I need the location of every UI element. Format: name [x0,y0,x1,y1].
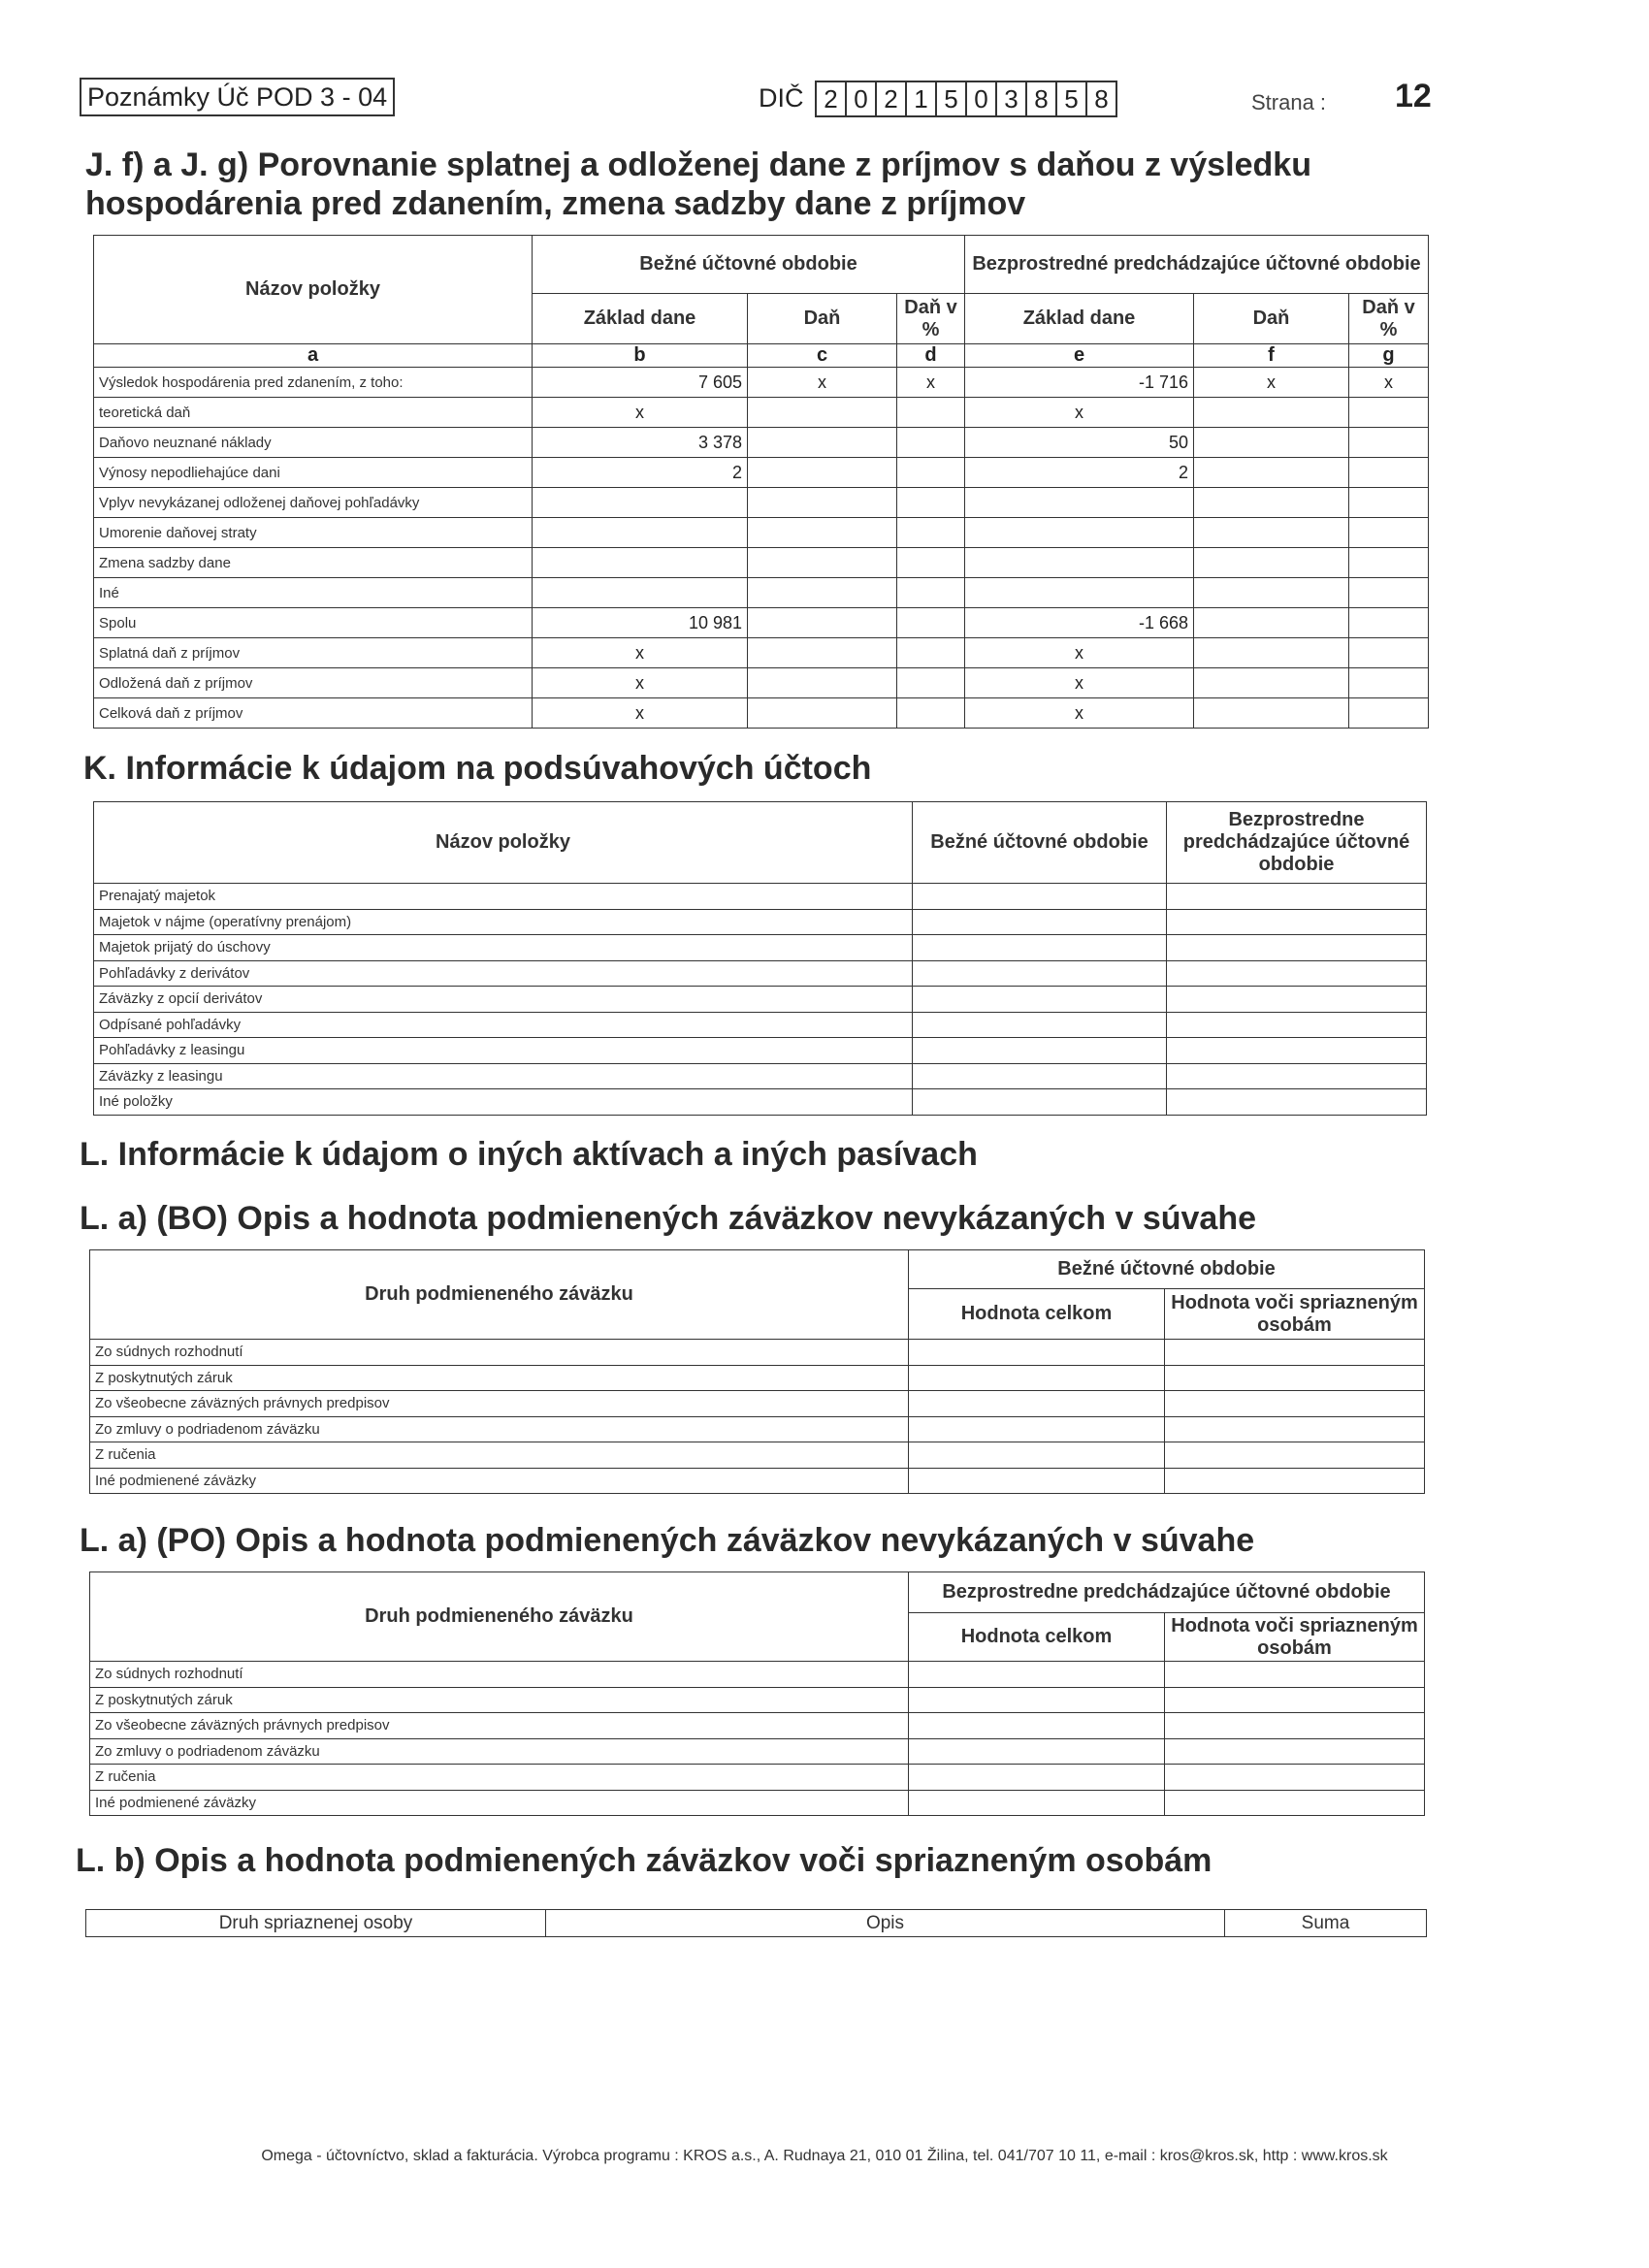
la-po-total-header: Hodnota celkom [909,1613,1165,1662]
cell-previous [1167,1012,1427,1038]
table-row [90,1391,1425,1417]
cell-total [909,1662,1165,1688]
cell-d [897,608,965,638]
row-label: Odložená daň z príjmov [94,668,533,698]
cell-c [748,638,897,668]
row-label: Vplyv nevykázanej odloženej daňovej pohľadávky [94,488,533,518]
cell-f [1194,638,1349,668]
cell-c [748,488,897,518]
cell-total [909,1738,1165,1765]
dic-digit-box: 0 [967,82,997,115]
cell-current [913,987,1167,1013]
cell-related [1165,1790,1425,1816]
row-label: Spolu [94,608,533,638]
cell-g: x [1349,368,1429,398]
cell-e: x [965,698,1194,729]
cell-current [913,884,1167,910]
cell-current [913,1012,1167,1038]
cell-previous [1167,935,1427,961]
document-code-label: Poznámky Úč POD 3 - 04 [80,78,395,116]
row-label: Z ručenia [90,1442,909,1469]
cell-f [1194,398,1349,428]
table-row [94,578,1429,608]
la-po-col-name-header: Druh podmieneného záväzku [90,1572,909,1662]
page-label: Strana : [1251,90,1327,114]
cell-d [897,518,965,548]
row-label: Zo všeobecne záväzných právnych predpisov [90,1391,909,1417]
table-row [90,1468,1425,1494]
cell-total [909,1340,1165,1366]
row-label: Pohľadávky z derivátov [94,960,913,987]
cell-c [748,578,897,608]
la-bo-related-header: Hodnota voči spriazneným osobám [1165,1289,1425,1340]
cell-d [897,458,965,488]
page-number: 12 [1395,78,1432,114]
row-label: Celková daň z príjmov [94,698,533,729]
table-row [90,1790,1425,1816]
cell-previous [1167,987,1427,1013]
letter-d: d [897,344,965,368]
cell-related [1165,1662,1425,1688]
cell-g [1349,638,1429,668]
cell-g [1349,548,1429,578]
off-balance-table [93,801,1427,1116]
cell-b: x [533,668,748,698]
lb-col-type-header: Druh spriaznenej osoby [86,1910,546,1937]
letter-a: a [94,344,533,368]
table-row [94,960,1427,987]
base-header-previous: Základ dane [965,294,1194,344]
cell-b: 2 [533,458,748,488]
cell-previous [1167,884,1427,910]
current-period-header: Bežné účtovné obdobie [533,236,965,294]
cell-g [1349,668,1429,698]
cell-related [1165,1416,1425,1442]
cell-f [1194,548,1349,578]
footer-text: Omega - účtovníctvo, sklad a fakturácia. Výrobca programu : KROS a.s., A. Rudnaya 21, 010 01 Žilina, tel. 041/707 10 11, e-mail : kros@kros.sk, http : www.kros.sk [261,2148,1388,2164]
cell-e: 50 [965,428,1194,458]
cell-current [913,909,1167,935]
cell-g [1349,398,1429,428]
cell-b: x [533,698,748,729]
cell-b: 10 981 [533,608,748,638]
cell-current [913,1089,1167,1116]
cell-previous [1167,1038,1427,1064]
cell-c [748,698,897,729]
table-row [94,1012,1427,1038]
cell-f [1194,698,1349,729]
la-bo-period-header: Bežné účtovné obdobie [909,1250,1425,1289]
cell-f: x [1194,368,1349,398]
table-row [90,1713,1425,1739]
table-row [94,638,1429,668]
table-row [94,1063,1427,1089]
row-label: Prenajatý majetok [94,884,913,910]
cell-d [897,428,965,458]
cell-b [533,548,748,578]
tax-header-current: Daň [748,294,897,344]
table-row [90,1442,1425,1469]
k-col-current-header: Bežné účtovné obdobie [913,802,1167,884]
section-j-title-line1: J. f) a J. g) Porovnanie splatnej a odloženej dane z príjmov s daňou z výsledku [85,146,1311,183]
cell-f [1194,458,1349,488]
table-row [94,987,1427,1013]
la-bo-col-name-header: Druh podmieneného záväzku [90,1250,909,1340]
cell-total [909,1468,1165,1494]
section-la-po-title: L. a) (PO) Opis a hodnota podmienených záväzkov nevykázaných v súvahe [80,1522,1255,1559]
la-po-related-header: Hodnota voči spriazneným osobám [1165,1613,1425,1662]
tax-pct-header-current: Daň v % [897,294,965,344]
cell-f [1194,668,1349,698]
row-label: Umorenie daňovej straty [94,518,533,548]
k-col-previous-header: Bezprostredne predchádzajúce účtovné obdobie [1167,802,1427,884]
cell-d [897,668,965,698]
related-parties-table [85,1909,1427,1937]
cell-d: x [897,368,965,398]
cell-e [965,518,1194,548]
cell-previous [1167,1089,1427,1116]
k-col-name-header: Názov položky [94,802,913,884]
dic-digit-box: 8 [1027,82,1057,115]
section-la-bo-title: L. a) (BO) Opis a hodnota podmienených záväzkov nevykázaných v súvahe [80,1200,1257,1237]
cell-previous [1167,909,1427,935]
dic-digit-box: 5 [1057,82,1087,115]
la-bo-total-header: Hodnota celkom [909,1289,1165,1340]
cell-e: x [965,398,1194,428]
letter-f: f [1194,344,1349,368]
cell-d [897,698,965,729]
section-k-title: K. Informácie k údajom na podsúvahových účtoch [83,750,872,787]
row-label: Výsledok hospodárenia pred zdanením, z toho: [94,368,533,398]
cell-g [1349,698,1429,729]
row-label: Výnosy nepodliehajúce dani [94,458,533,488]
table-row [90,1765,1425,1791]
cell-e [965,488,1194,518]
row-label: Daňovo neuznané náklady [94,428,533,458]
dic-digit-box: 3 [997,82,1027,115]
row-label: Z poskytnutých záruk [90,1365,909,1391]
cell-c [748,398,897,428]
table-row [90,1365,1425,1391]
table-row [94,909,1427,935]
dic-digit-box: 5 [937,82,967,115]
la-po-period-header: Bezprostredne predchádzajúce účtovné obdobie [909,1572,1425,1613]
row-label: Iné položky [94,1089,913,1116]
table-row [94,428,1429,458]
tax-pct-header-previous: Daň v % [1349,294,1429,344]
tax-comparison-table [93,235,1429,729]
cell-g [1349,458,1429,488]
letter-c: c [748,344,897,368]
dic-digit-box: 0 [847,82,877,115]
tax-header-previous: Daň [1194,294,1349,344]
table-row [94,698,1429,729]
row-label: Pohľadávky z leasingu [94,1038,913,1064]
letter-g: g [1349,344,1429,368]
cell-total [909,1687,1165,1713]
cell-g [1349,608,1429,638]
cell-total [909,1790,1165,1816]
row-label: teoretická daň [94,398,533,428]
previous-period-header: Bezprostredné predchádzajúce účtovné obdobie [965,236,1429,294]
cell-total [909,1365,1165,1391]
cell-e: x [965,668,1194,698]
cell-b: 7 605 [533,368,748,398]
cell-e: -1 716 [965,368,1194,398]
cell-g [1349,428,1429,458]
cell-b: 3 378 [533,428,748,458]
cell-current [913,1063,1167,1089]
row-label: Iné [94,578,533,608]
dic-number-boxes [815,81,1117,117]
row-label: Záväzky z opcií derivátov [94,987,913,1013]
section-j-title-line2: hospodárenia pred zdanením, zmena sadzby dane z príjmov [85,185,1026,222]
table-row [90,1687,1425,1713]
table-row [90,1662,1425,1688]
row-label: Zo súdnych rozhodnutí [90,1340,909,1366]
table-row [90,1738,1425,1765]
cell-g [1349,578,1429,608]
cell-e [965,548,1194,578]
cell-e [965,578,1194,608]
table-row [94,518,1429,548]
cell-related [1165,1340,1425,1366]
row-label: Majetok v nájme (operatívny prenájom) [94,909,913,935]
cell-f [1194,428,1349,458]
cell-total [909,1416,1165,1442]
table-row [90,1340,1425,1366]
cell-related [1165,1391,1425,1417]
section-l-title: L. Informácie k údajom o iných aktívach a iných pasívach [80,1136,978,1173]
cell-current [913,935,1167,961]
cell-related [1165,1738,1425,1765]
table-row [94,935,1427,961]
cell-c [748,668,897,698]
cell-f [1194,488,1349,518]
row-label: Majetok prijatý do úschovy [94,935,913,961]
table-row [90,1416,1425,1442]
dic-digit-box: 2 [877,82,907,115]
cell-c: x [748,368,897,398]
row-label: Z poskytnutých záruk [90,1687,909,1713]
cell-b [533,488,748,518]
cell-e: -1 668 [965,608,1194,638]
cell-c [748,518,897,548]
cell-b [533,518,748,548]
cell-total [909,1713,1165,1739]
cell-d [897,398,965,428]
row-label: Iné podmienené záväzky [90,1468,909,1494]
cell-f [1194,518,1349,548]
table-row [94,458,1429,488]
row-label: Zo zmluvy o podriadenom záväzku [90,1416,909,1442]
cell-b: x [533,638,748,668]
contingent-liabilities-bo-table [89,1249,1425,1494]
base-header-current: Základ dane [533,294,748,344]
cell-d [897,578,965,608]
section-lb-title: L. b) Opis a hodnota podmienených záväzkov voči spriazneným osobám [76,1842,1212,1879]
row-label: Odpísané pohľadávky [94,1012,913,1038]
cell-c [748,428,897,458]
table-row [94,368,1429,398]
row-label: Zo všeobecne záväzných právnych predpisov [90,1713,909,1739]
cell-c [748,548,897,578]
lb-col-desc-header: Opis [546,1910,1225,1937]
table-row [94,488,1429,518]
row-label: Splatná daň z príjmov [94,638,533,668]
cell-related [1165,1442,1425,1469]
cell-e: 2 [965,458,1194,488]
cell-b [533,578,748,608]
table-row [94,1038,1427,1064]
row-label: Zmena sadzby dane [94,548,533,578]
cell-total [909,1765,1165,1791]
cell-related [1165,1365,1425,1391]
row-label: Zo súdnych rozhodnutí [90,1662,909,1688]
cell-b: x [533,398,748,428]
letter-e: e [965,344,1194,368]
row-label: Z ručenia [90,1765,909,1791]
dic-digit-box: 1 [907,82,937,115]
lb-col-sum-header: Suma [1225,1910,1427,1937]
col-name-header: Názov položky [94,236,533,344]
cell-g [1349,518,1429,548]
table-row [94,398,1429,428]
cell-total [909,1442,1165,1469]
table-row [94,548,1429,578]
cell-related [1165,1468,1425,1494]
dic-label: DIČ [759,83,804,113]
cell-g [1349,488,1429,518]
table-row [94,884,1427,910]
row-label: Zo zmluvy o podriadenom záväzku [90,1738,909,1765]
cell-f [1194,608,1349,638]
table-row [94,1089,1427,1116]
cell-related [1165,1713,1425,1739]
table-row [94,608,1429,638]
contingent-liabilities-po-table [89,1571,1425,1816]
letter-b: b [533,344,748,368]
table-row [94,668,1429,698]
dic-digit-box: 2 [817,82,847,115]
cell-previous [1167,1063,1427,1089]
cell-d [897,548,965,578]
cell-related [1165,1687,1425,1713]
row-label: Iné podmienené záväzky [90,1790,909,1816]
cell-previous [1167,960,1427,987]
cell-c [748,608,897,638]
cell-total [909,1391,1165,1417]
cell-related [1165,1765,1425,1791]
cell-current [913,960,1167,987]
cell-e: x [965,638,1194,668]
cell-f [1194,578,1349,608]
row-label: Záväzky z leasingu [94,1063,913,1089]
cell-current [913,1038,1167,1064]
cell-d [897,488,965,518]
cell-d [897,638,965,668]
cell-c [748,458,897,488]
dic-digit-box: 8 [1094,84,1109,113]
